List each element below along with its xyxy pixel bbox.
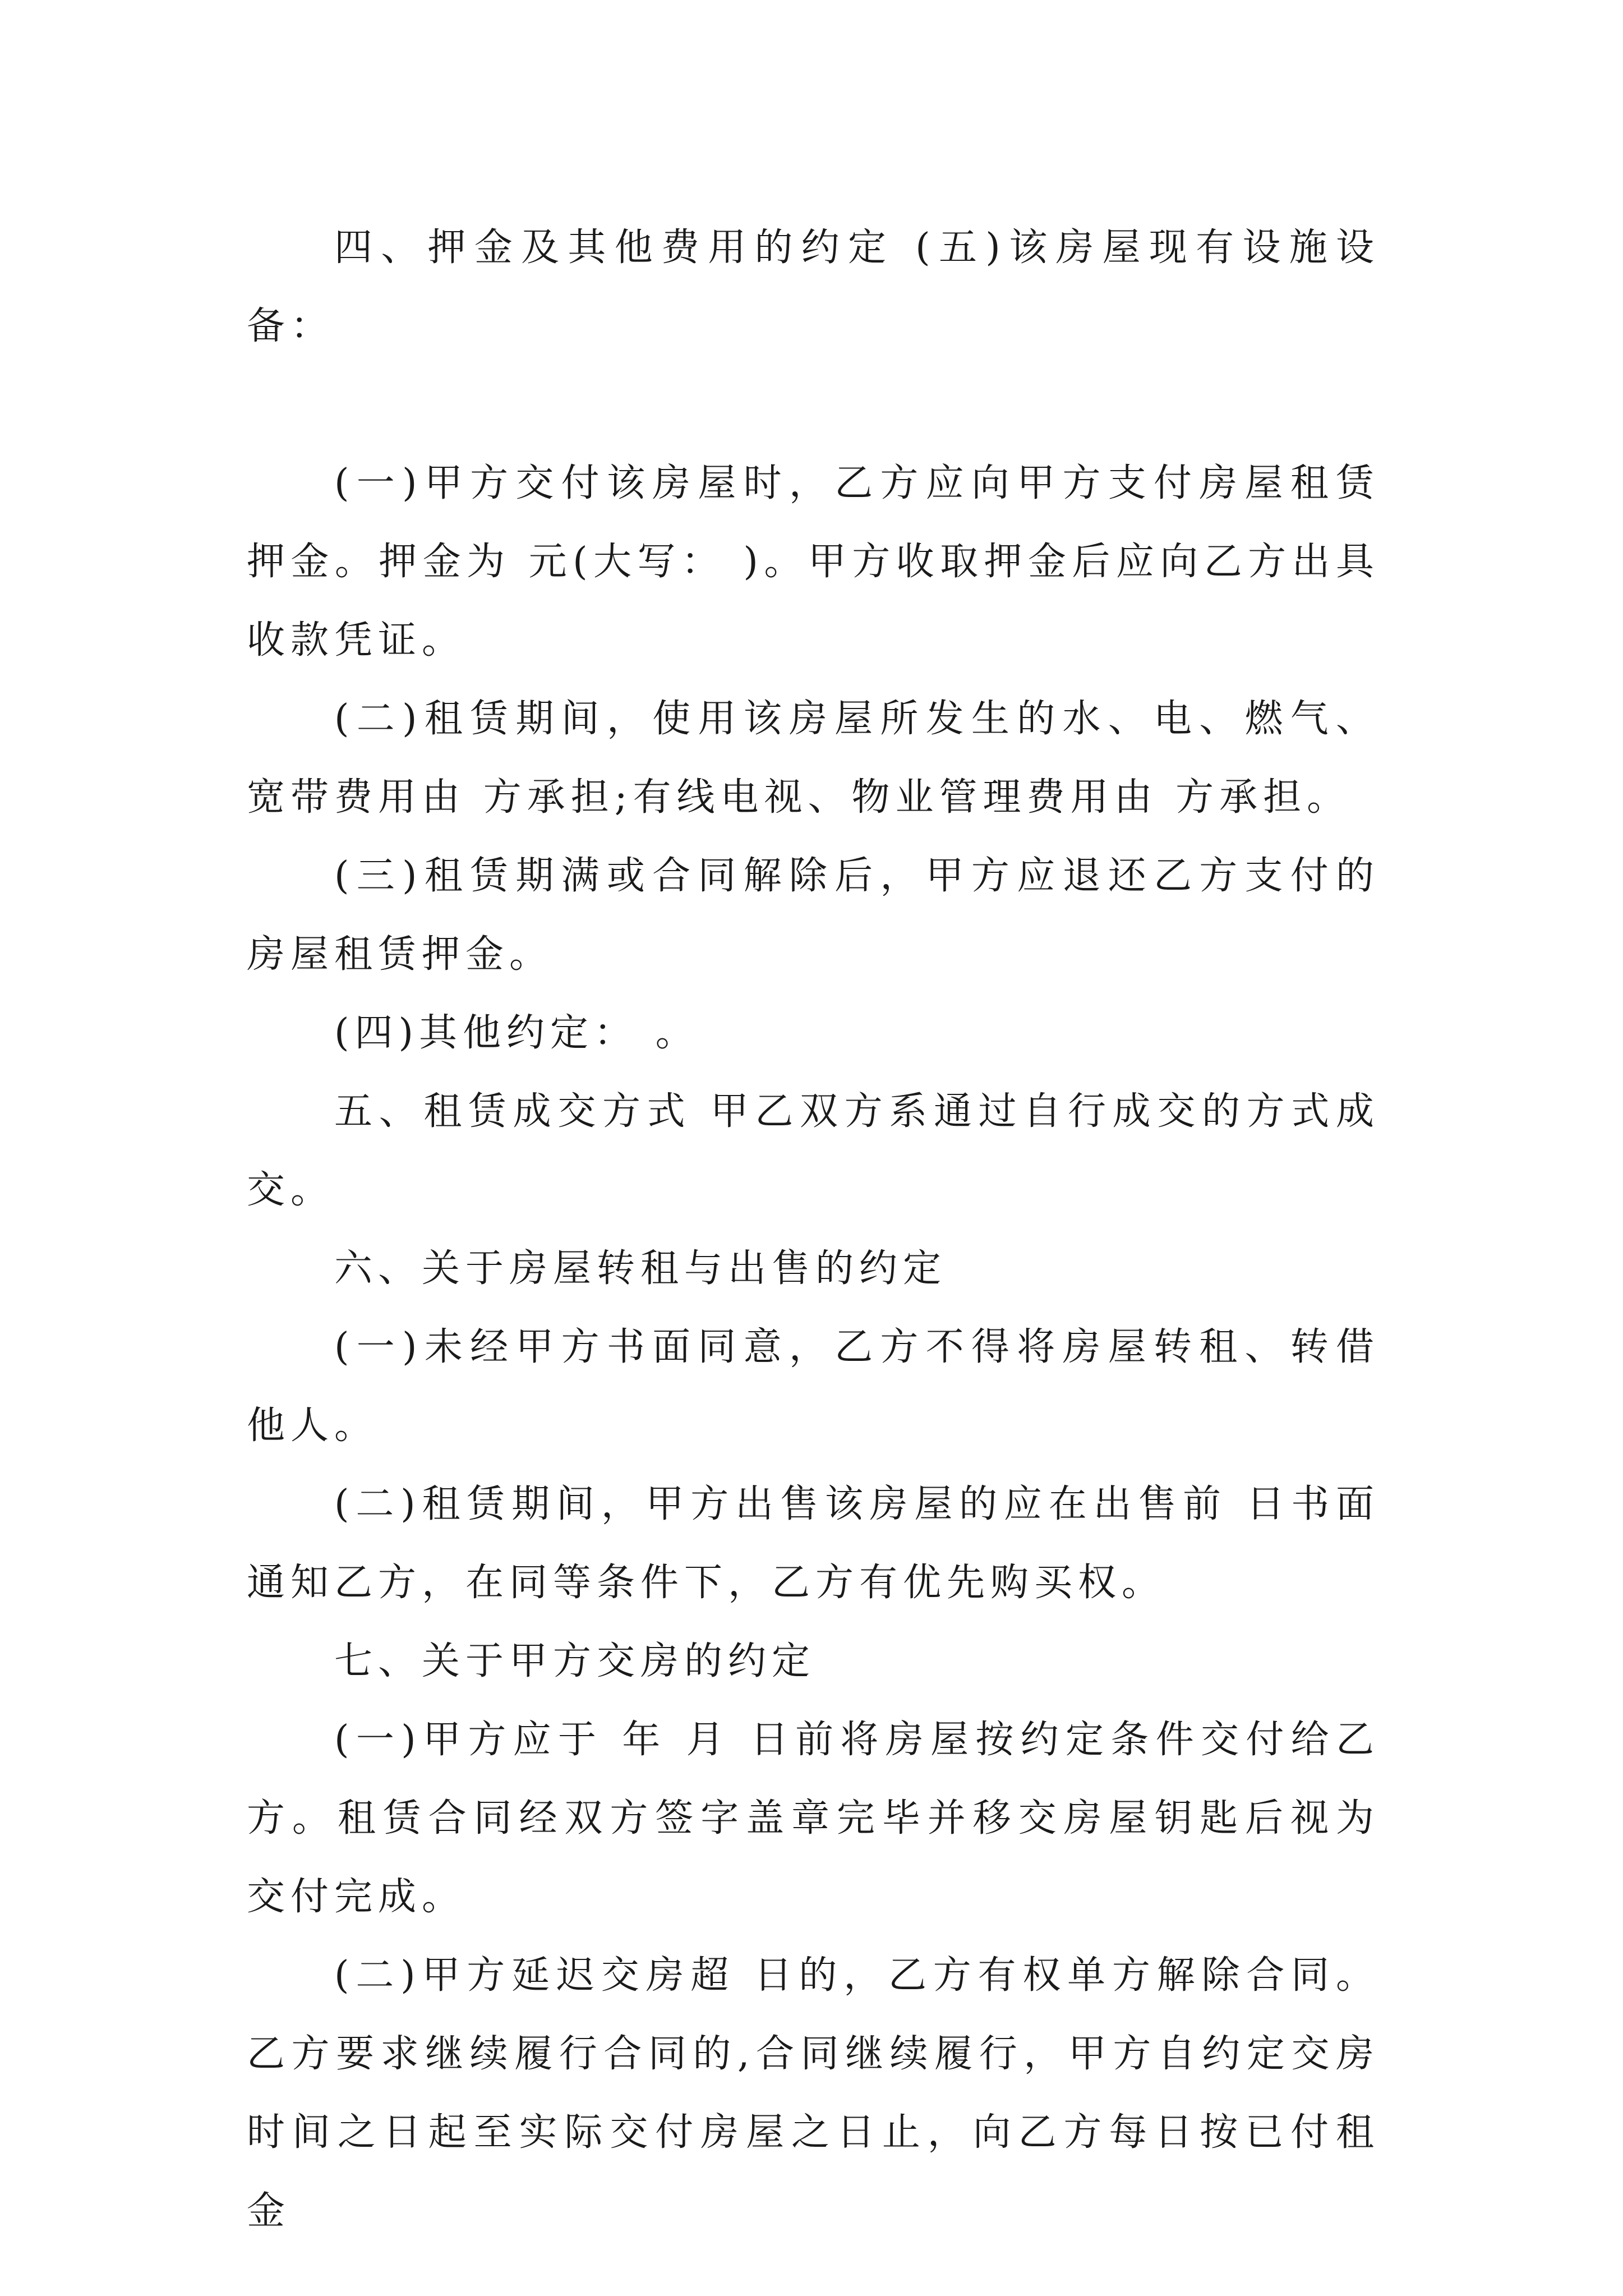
paragraph-late-handover: (二)甲方延迟交房超 日的，乙方有权单方解除合同。乙方要求继续履行合同的,合同继续履行，甲方自约定交房时间之日起至实际交付房屋之日止，向乙方每日按已付租金 bbox=[247, 1953, 1380, 2233]
section-heading-sublease-sale: 六、关于房屋转租与出售的约定 bbox=[334, 1246, 947, 1291]
section-heading-transaction-method: 五、租赁成交方式 甲乙双方系通过自行成交的方式成交。 bbox=[247, 1089, 1380, 1212]
paragraph-deposit-payment: (一)甲方交付该房屋时，乙方应向甲方支付房屋租赁押金。押金为 元(大写： )。甲方收取押金后应向乙方出具收款凭证。 bbox=[247, 461, 1380, 662]
section-heading-handover: 七、关于甲方交房的约定 bbox=[334, 1639, 816, 1683]
paragraph-other-agreements: (四)其他约定： 。 bbox=[334, 1011, 699, 1055]
paragraph-handover-date: (一)甲方应于 年 月 日前将房屋按约定条件交付给乙方。租赁合同经双方签字盖章完毕并移交房屋钥匙后视为交付完成。 bbox=[247, 1718, 1380, 1919]
paragraph-sale-notice: (二)租赁期间，甲方出售该房屋的应在出售前 日书面通知乙方，在同等条件下，乙方有优先购买权。 bbox=[247, 1482, 1380, 1605]
paragraph-utility-fees: (二)租赁期间，使用该房屋所发生的水、电、燃气、宽带费用由 方承担;有线电视、物业管理费用由 方承担。 bbox=[247, 697, 1380, 820]
paragraph-deposit-refund: (三)租赁期满或合同解除后，甲方应退还乙方支付的房屋租赁押金。 bbox=[247, 854, 1380, 977]
document-body bbox=[247, 209, 1380, 2251]
section-heading-deposit: 四、押金及其他费用的约定 (五)该房屋现有设施设备： bbox=[247, 226, 1380, 348]
paragraph-no-sublease: (一)未经甲方书面同意，乙方不得将房屋转租、转借他人。 bbox=[247, 1325, 1380, 1448]
